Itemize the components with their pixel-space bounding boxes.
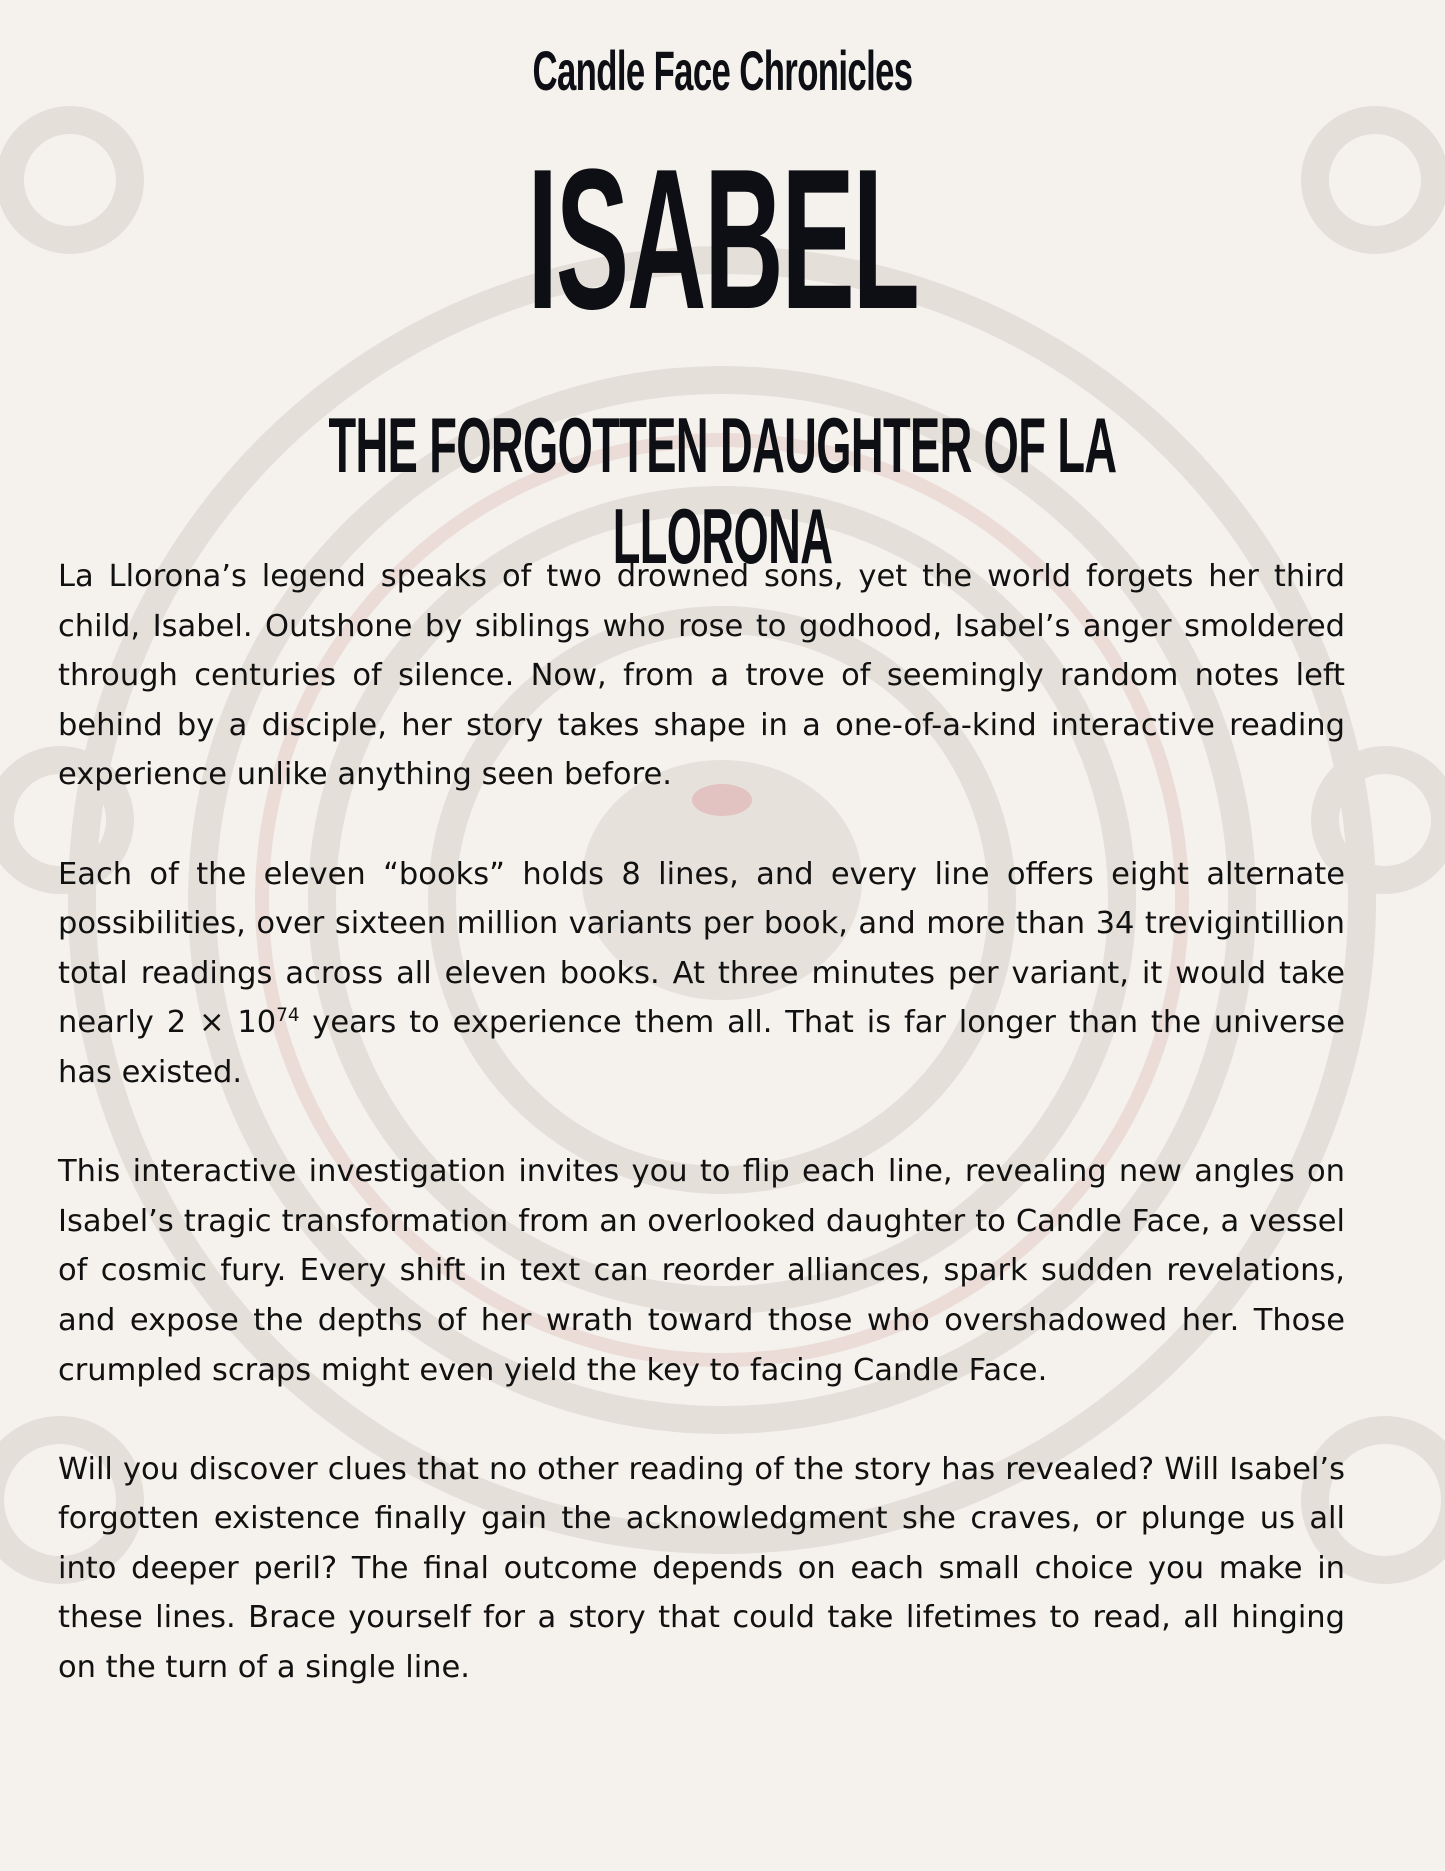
- paragraph-investigation: This interactive investigation invites you to flip each line, revealing new angles on Isabel’s tragic transformation from an overlooked daughter to Candle Face, a vessel of cosmic fury. Every shift in text can reorder alliances, spark sudden revelations, and expose the depths of her wrath toward those who overshadowed her. Those crumpled scraps might even yield the key to facing Candle Face.: [58, 1154, 1345, 1388]
- paragraph-closing: Will you discover clues that no other reading of the story has revealed? Will Isabel’s forgotten existence finally gain the acknowledgment she craves, or plunge us all into deeper peril? The final outcome depends on each small choice you make in these lines. Brace yourself for a story that could take lifetimes to read, all hinging on the turn of a single line.: [58, 1451, 1345, 1686]
- page-subtitle: THE FORGOTTEN DAUGHTER OF LA LLORONA: [328, 401, 1117, 580]
- paragraph-numbers-before: Each of the eleven “books” holds 8 lines, and every line offers eight alternate possibilities, over sixteen million variants per book, and more than 34 trevigintillion total readings across all eleven books. At three minutes per variant, it would take nearly 2 × 10: [58, 856, 1345, 1041]
- paragraph-numbers-after: years to experience them all. That is far longer than the universe has existed.: [58, 1005, 1345, 1090]
- body-text: [58, 552, 1345, 1742]
- series-title: Candle Face Chronicles: [532, 39, 913, 102]
- paragraph-intro: La Llorona’s legend speaks of two drowned sons, yet the world forgets her third child, Isabel. Outshone by siblings who rose to godhood, Isabel’s anger smoldered through centuries of silence. Now, from a trove of seemingly random notes left behind by a disciple, her story takes shape in a one-of-a-kind interactive reading experience unlike anything seen before.: [58, 559, 1345, 793]
- exponent: 74: [276, 1005, 300, 1027]
- page-title: ISABEL: [527, 128, 918, 351]
- paragraph-numbers: [58, 850, 1345, 1098]
